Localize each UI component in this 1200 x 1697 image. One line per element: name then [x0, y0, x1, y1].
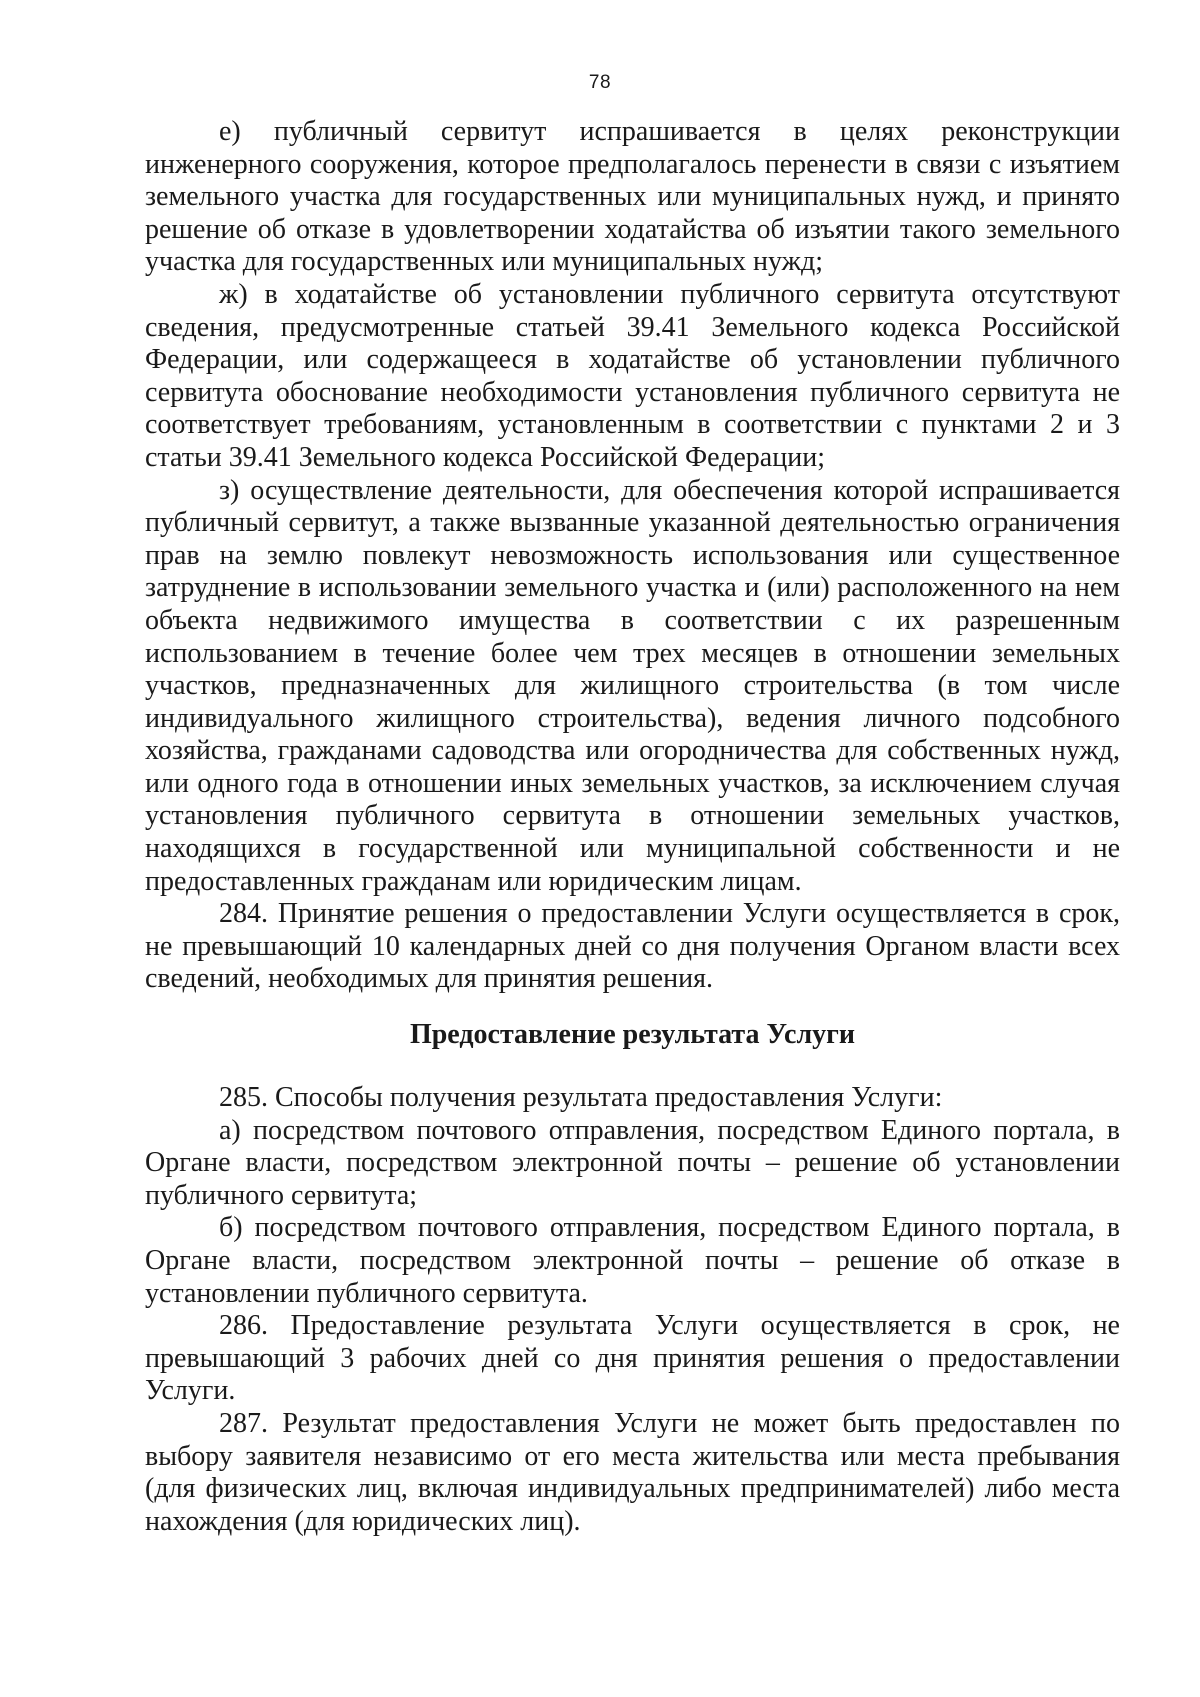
paragraph-285: 285. Способы получения результата предоставления Услуги: — [219, 1082, 943, 1114]
paragraph-286: 286. Предоставление результата Услуги осуществляется в срок, не превышающий 3 рабочих дней со дня принятия решения о предоставлении Услуги. — [145, 1310, 1120, 1407]
paragraph-zh: ж) в ходатайстве об установлении публичного сервитута отсутствуют сведения, предусмотренные статьей 39.41 Земельного кодекса Российской Федерации, или содержащееся в ходатайстве об установлении публичного сервитута обоснование необходимости установления публичного сервитута не соответствует требованиям, установленным в соответствии с пунктами 2 и 3 статьи 39.41 Земельного кодекса Российской Федерации; — [145, 278, 1120, 473]
paragraph-285-b: б) посредством почтового отправления, посредством Единого портала, в Органе власти, посредством электронной почты – решение об отказе в установлении публичного сервитута. — [145, 1212, 1120, 1309]
page-number: 78 — [588, 72, 612, 93]
paragraph-287: 287. Результат предоставления Услуги не может быть предоставлен по выбору заявителя независимо от его места жительства или места пребывания (для физических лиц, включая индивидуальных предпринимателей) либо места нахождения (для юридических лиц). — [145, 1407, 1120, 1537]
paragraph-z: з) осуществление деятельности, для обеспечения которой испрашивается публичный сервитут, а также вызванные указанной деятельностью ограничения прав на землю повлекут невозможность использования или существенное затруднение в использовании земельного участка и (или) расположенного на нем объекта недвижимого имущества в соответствии с их разрешенным использованием в течение более чем трех месяцев в отношении земельных участков, предназначенных для жилищного строительства (в том числе индивидуального жилищного строительства), ведения личного подсобного хозяйства, гражданами садоводства или огородничества для собственных нужд, или одного года в отношении иных земельных участков, за исключением случая установления публичного сервитута в отношении земельных участков, находящихся в государственной или муниципальной собственности и не предоставленных гражданам или юридическим лицам. — [145, 474, 1120, 897]
section-heading: Предоставление результата Услуги — [409, 1019, 856, 1051]
document-body — [145, 116, 1120, 1538]
paragraph-e: е) публичный сервитут испрашивается в целях реконструкции инженерного сооружения, которое предполагалось перенести в связи с изъятием земельного участка для государственных или муниципальных нужд, и принято решение об отказе в удовлетворении ходатайства об изъятии такого земельного участка для государственных или муниципальных нужд; — [145, 116, 1120, 278]
paragraph-284: 284. Принятие решения о предоставлении Услуги осуществляется в срок, не превышающий 10 календарных дней со дня получения Органом власти всех сведений, необходимых для принятия решения. — [145, 898, 1120, 995]
paragraph-285-a: а) посредством почтового отправления, посредством Единого портала, в Органе власти, посредством электронной почты – решение об установлении публичного сервитута; — [145, 1114, 1120, 1211]
